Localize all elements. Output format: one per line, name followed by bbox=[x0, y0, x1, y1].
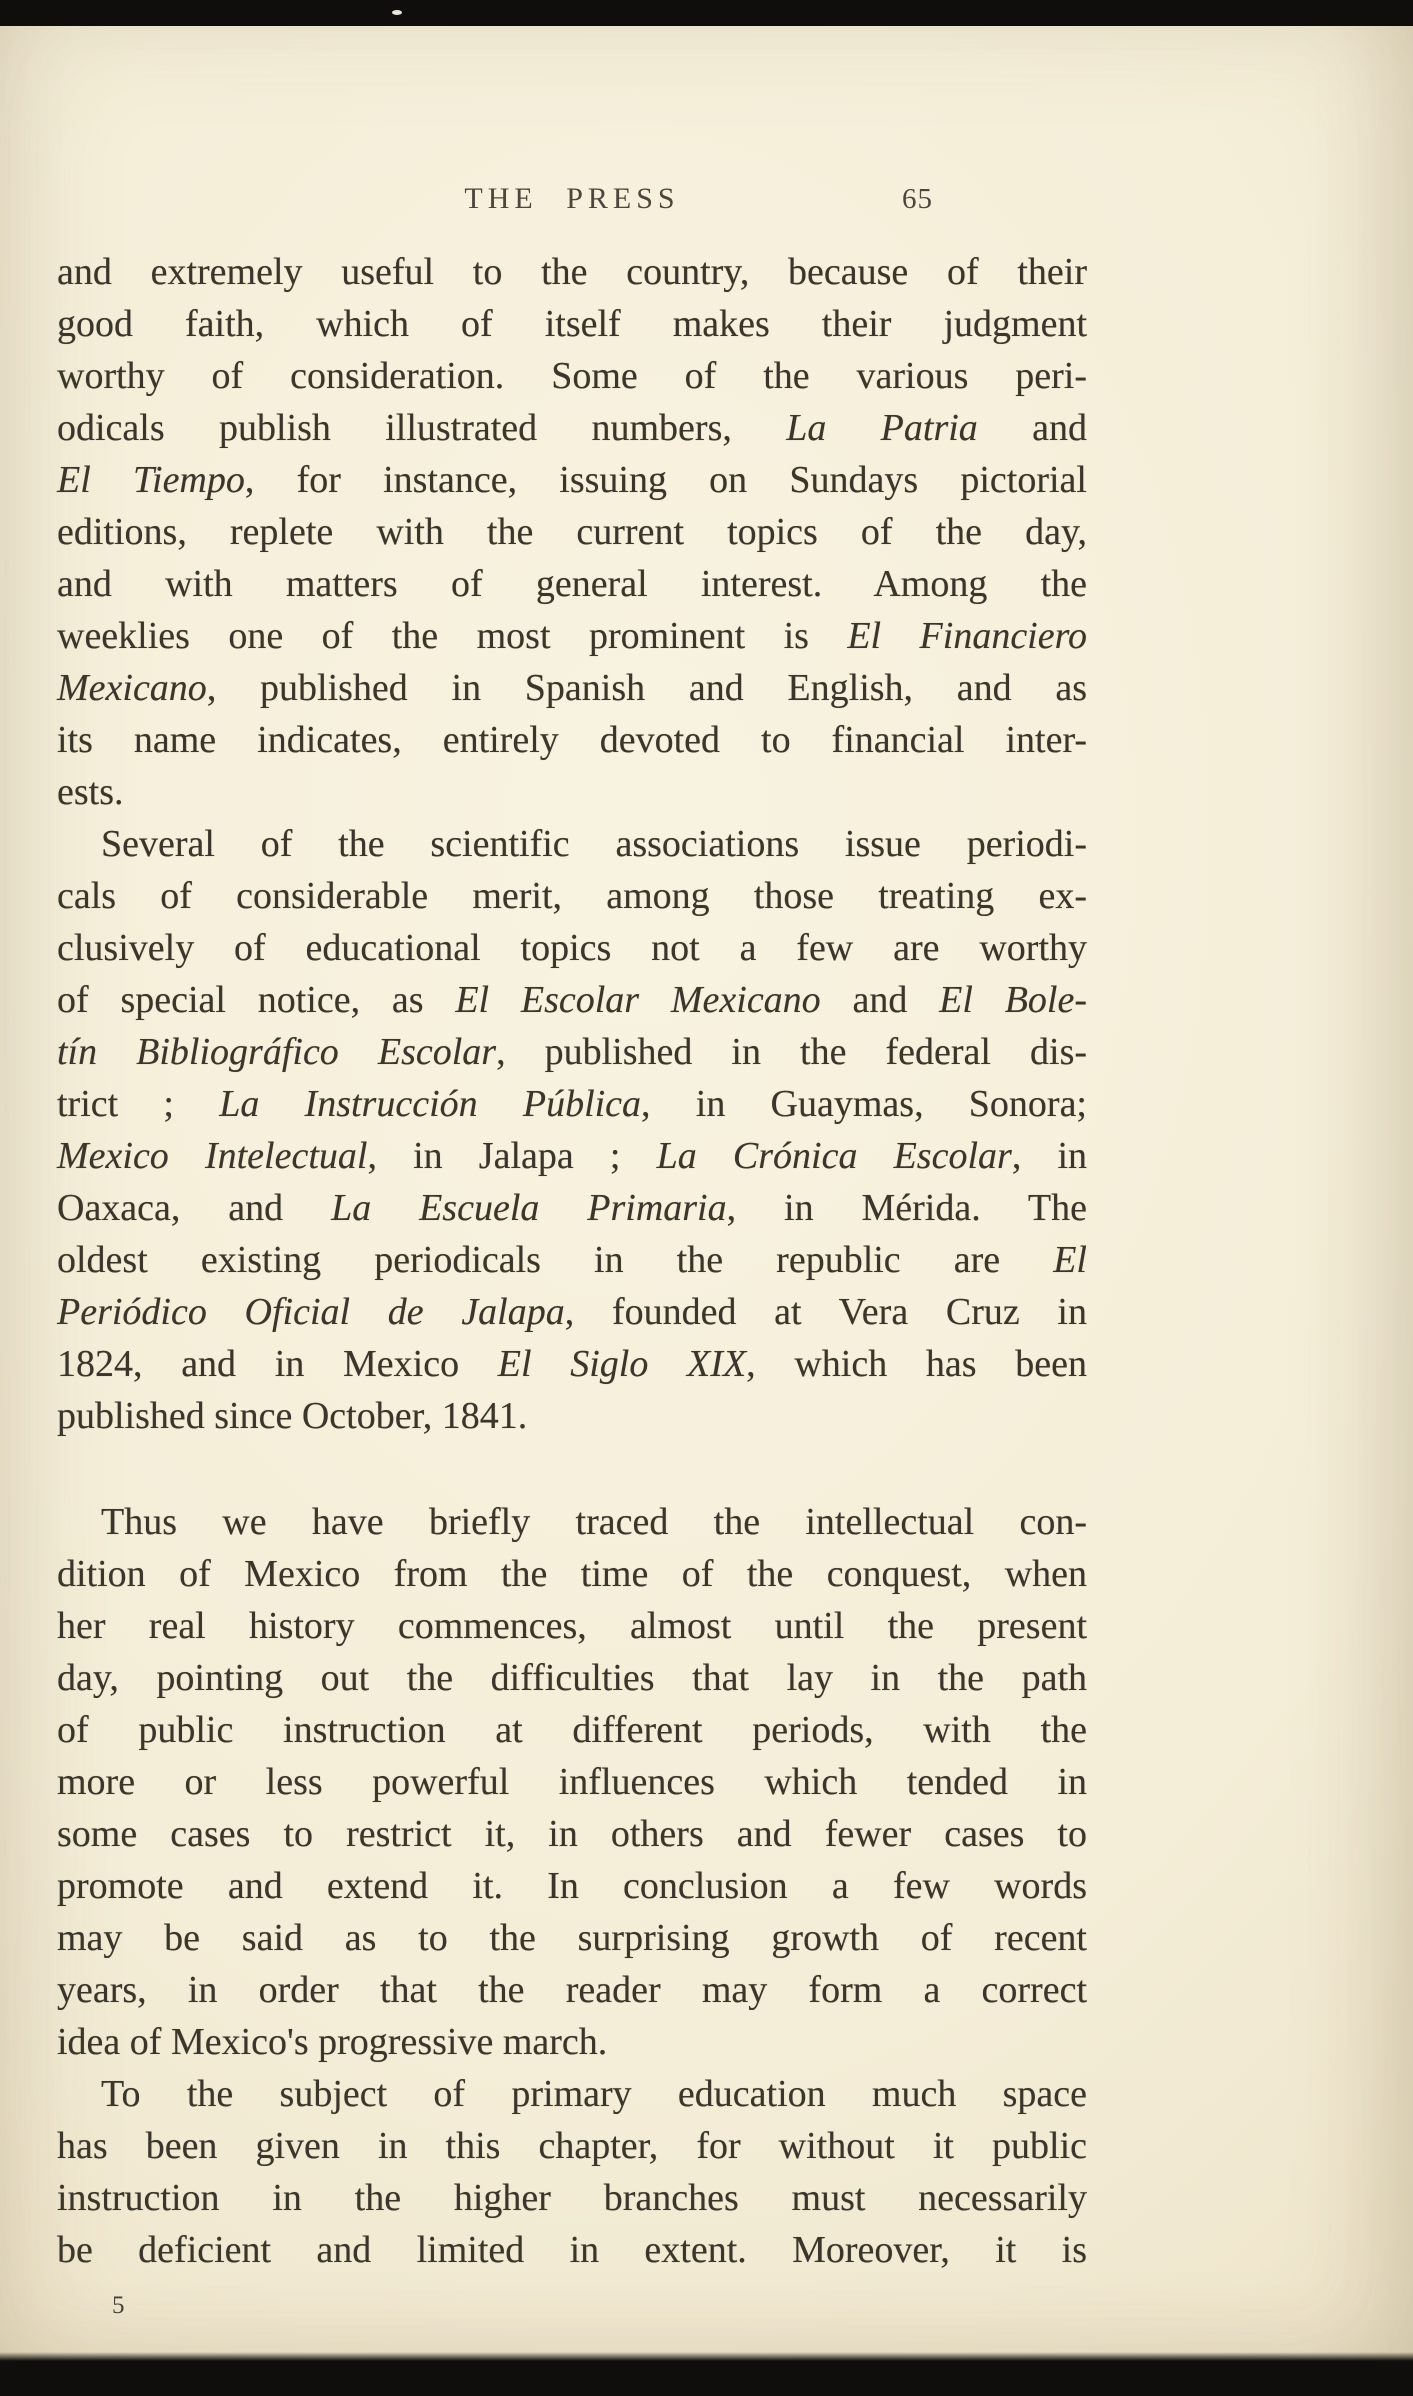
text-segment: be deficient and limited in extent. Moreover, it is bbox=[57, 2229, 1087, 2271]
text-line bbox=[57, 1390, 1087, 1442]
text-line bbox=[57, 1078, 1087, 1130]
italic-text-segment: La Escuela Primaria bbox=[331, 1187, 727, 1229]
text-line bbox=[57, 246, 1087, 298]
text-segment: good faith, which of itself makes their judgment bbox=[57, 303, 1087, 345]
scan-speck bbox=[392, 10, 402, 15]
text-line bbox=[57, 1234, 1087, 1286]
text-line bbox=[57, 2172, 1087, 2224]
text-segment: , published in the federal dis- bbox=[496, 1031, 1088, 1073]
italic-text-segment: Mexico Intelectual bbox=[57, 1135, 368, 1177]
page-paragraphs bbox=[57, 246, 1087, 2276]
text-segment: may be said as to the surprising growth of recent bbox=[57, 1917, 1087, 1959]
text-line bbox=[57, 2068, 1087, 2120]
text-segment: published since October, 1841. bbox=[57, 1395, 528, 1437]
scan-edge-bottom bbox=[0, 2352, 1413, 2396]
italic-text-segment: El Siglo XIX bbox=[497, 1343, 747, 1385]
paragraph bbox=[57, 1496, 1087, 2068]
text-segment: and bbox=[977, 407, 1087, 449]
text-segment: , in Mérida. The bbox=[726, 1187, 1087, 1229]
text-segment: and extremely useful to the country, because of their bbox=[57, 251, 1087, 293]
text-segment: 1824, and in Mexico bbox=[57, 1343, 498, 1385]
italic-text-segment: La Patria bbox=[786, 407, 978, 449]
text-line bbox=[57, 454, 1087, 506]
text-segment: ests. bbox=[57, 771, 124, 813]
text-segment: its name indicates, entirely devoted to financial inter- bbox=[57, 719, 1087, 761]
text-segment: day, pointing out the difficulties that lay in the path bbox=[57, 1657, 1087, 1699]
paragraph bbox=[57, 246, 1087, 818]
text-line bbox=[57, 1808, 1087, 1860]
text-line bbox=[57, 1964, 1087, 2016]
text-line bbox=[57, 2120, 1087, 2172]
running-header bbox=[57, 182, 1087, 222]
text-segment: has been given in this chapter, for without it public bbox=[57, 2125, 1087, 2167]
text-line bbox=[57, 298, 1087, 350]
italic-text-segment: tín Bibliográfico Escolar bbox=[57, 1031, 497, 1073]
text-segment: editions, replete with the current topics of the day, bbox=[57, 511, 1087, 553]
text-line bbox=[57, 870, 1087, 922]
text-line bbox=[57, 1130, 1087, 1182]
text-segment: oldest existing periodicals in the republic are bbox=[57, 1239, 1054, 1281]
text-segment: , for instance, issuing on Sundays pictorial bbox=[244, 459, 1087, 501]
italic-text-segment: La Crónica Escolar bbox=[656, 1135, 1012, 1177]
text-segment: her real history commences, almost until the present bbox=[57, 1605, 1087, 1647]
text-line bbox=[57, 558, 1087, 610]
text-segment: , in bbox=[1011, 1135, 1088, 1177]
italic-text-segment: El Tiempo bbox=[57, 459, 245, 501]
italic-text-segment: Mexicano bbox=[57, 667, 207, 709]
text-segment: weeklies one of the most prominent is bbox=[57, 615, 848, 657]
text-segment: cals of considerable merit, among those treating ex- bbox=[57, 875, 1087, 917]
text-line bbox=[57, 1652, 1087, 1704]
text-line bbox=[57, 662, 1087, 714]
page-number: 65 bbox=[902, 183, 933, 215]
text-line bbox=[57, 610, 1087, 662]
text-segment: of public instruction at different periods, with the bbox=[57, 1709, 1087, 1751]
italic-text-segment: El Financiero bbox=[847, 615, 1087, 657]
text-line bbox=[57, 2016, 1087, 2068]
text-segment: of special notice, as bbox=[57, 979, 456, 1021]
italic-text-segment: La Instrucción Pública bbox=[219, 1083, 642, 1125]
text-line bbox=[57, 2224, 1087, 2276]
paragraph bbox=[57, 818, 1087, 1442]
text-segment: more or less powerful influences which tended in bbox=[57, 1761, 1087, 1803]
text-segment: , founded at Vera Cruz in bbox=[564, 1291, 1087, 1333]
text-segment: Several of the scientific associations issue periodi- bbox=[101, 823, 1087, 865]
text-line bbox=[57, 1338, 1087, 1390]
text-line bbox=[57, 1704, 1087, 1756]
text-segment: , in Jalapa ; bbox=[367, 1135, 657, 1177]
text-segment: instruction in the higher branches must necessarily bbox=[57, 2177, 1087, 2219]
scan-edge-top bbox=[0, 0, 1413, 26]
signature-mark: 5 bbox=[112, 2292, 125, 2319]
text-segment: and bbox=[820, 979, 940, 1021]
paragraph bbox=[57, 2068, 1087, 2276]
text-line bbox=[57, 922, 1087, 974]
text-line bbox=[57, 1756, 1087, 1808]
text-line bbox=[57, 402, 1087, 454]
text-line bbox=[57, 1496, 1087, 1548]
text-line bbox=[57, 1026, 1087, 1078]
text-line bbox=[57, 1548, 1087, 1600]
text-segment: and with matters of general interest. Among the bbox=[57, 563, 1087, 605]
italic-text-segment: El Escolar Mexicano bbox=[455, 979, 821, 1021]
text-line bbox=[57, 1600, 1087, 1652]
text-line bbox=[57, 1912, 1087, 1964]
text-line bbox=[57, 506, 1087, 558]
text-segment: , in Guaymas, Sonora; bbox=[641, 1083, 1087, 1125]
text-segment: trict ; bbox=[57, 1083, 220, 1125]
text-segment: worthy of consideration. Some of the various peri- bbox=[57, 355, 1087, 397]
italic-text-segment: El bbox=[1053, 1239, 1087, 1281]
text-segment: clusively of educational topics not a few are worthy bbox=[57, 927, 1087, 969]
text-segment: years, in order that the reader may form a correct bbox=[57, 1969, 1087, 2011]
text-segment: promote and extend it. In conclusion a few words bbox=[57, 1865, 1087, 1907]
text-segment: some cases to restrict it, in others and fewer cases to bbox=[57, 1813, 1087, 1855]
text-segment: idea of Mexico's progressive march. bbox=[57, 2021, 608, 2063]
text-line bbox=[57, 818, 1087, 870]
text-line bbox=[57, 1286, 1087, 1338]
italic-text-segment: Periódico Oficial de Jalapa bbox=[57, 1291, 565, 1333]
text-segment: dition of Mexico from the time of the conquest, when bbox=[57, 1553, 1087, 1595]
running-title: THE PRESS bbox=[464, 182, 680, 215]
text-segment: odicals publish illustrated numbers, bbox=[57, 407, 787, 449]
text-line bbox=[57, 974, 1087, 1026]
italic-text-segment: El Bole- bbox=[939, 979, 1087, 1021]
text-line bbox=[57, 350, 1087, 402]
text-segment: Oaxaca, and bbox=[57, 1187, 332, 1229]
text-segment: , published in Spanish and English, and as bbox=[206, 667, 1087, 709]
text-line bbox=[57, 1860, 1087, 1912]
text-line bbox=[57, 766, 1087, 818]
text-segment: Thus we have briefly traced the intellectual con- bbox=[101, 1501, 1087, 1543]
text-segment: To the subject of primary education much space bbox=[101, 2073, 1087, 2115]
text-line bbox=[57, 714, 1087, 766]
text-segment: , which has been bbox=[746, 1343, 1087, 1385]
text-line bbox=[57, 1182, 1087, 1234]
